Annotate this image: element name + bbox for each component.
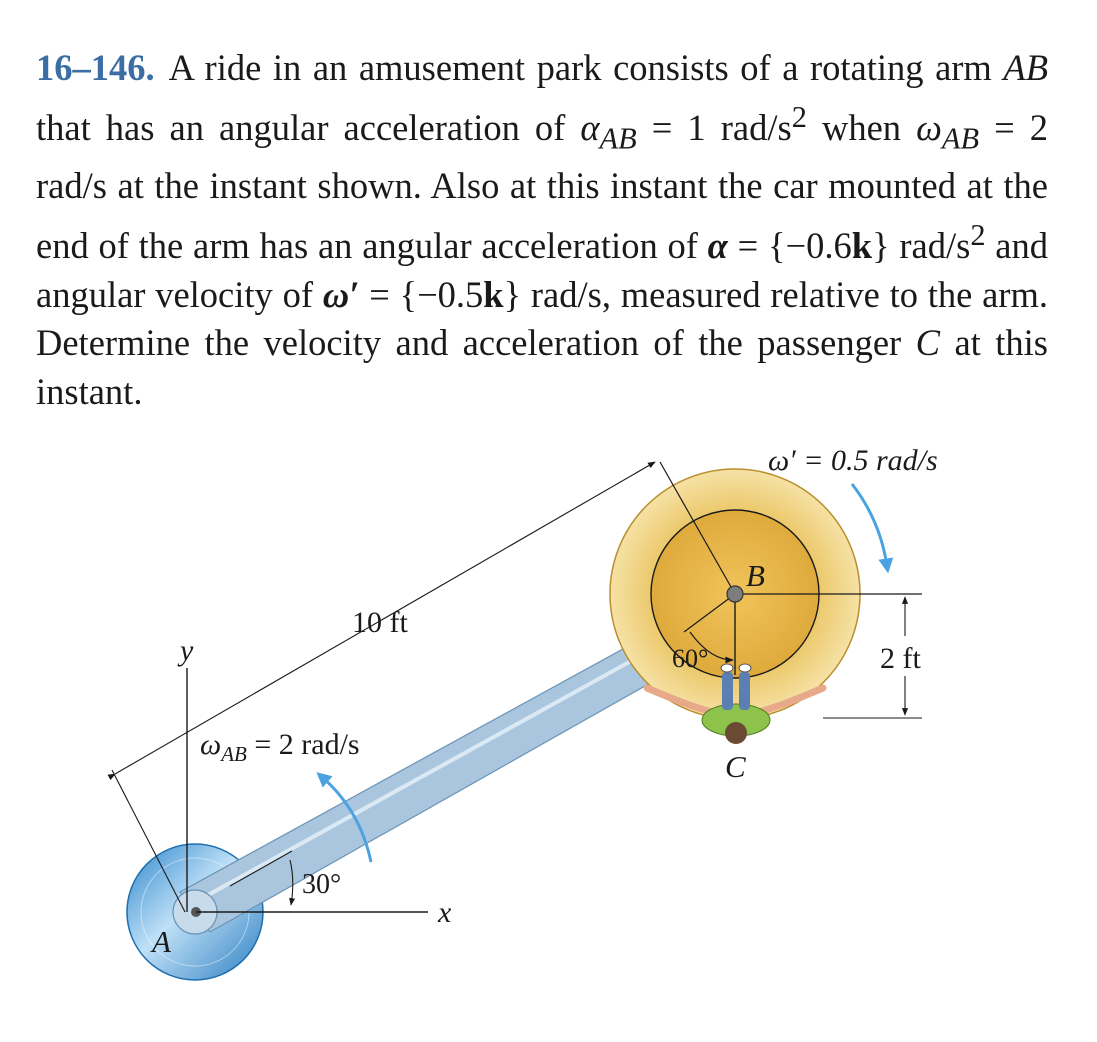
point-b-label: B	[746, 558, 765, 593]
arm-highlight	[190, 645, 660, 905]
length-label: 10 ft	[352, 606, 408, 639]
pin-b	[727, 586, 743, 602]
text-segment: } rad/s, measured relative to the arm. Determine the velocity and acceleration of the passenger	[36, 273, 1048, 364]
omega-symbol: ω	[916, 106, 942, 148]
text-segment: = 2 rad/s at the instant shown. Also at this instant the car mounted at the end of the arm has an angular acceleration of	[36, 106, 1048, 267]
alpha-symbol: α	[580, 106, 600, 148]
omega-ab-label	[200, 728, 360, 766]
omega-prime-label: ω′ = 0.5 rad/s	[768, 444, 938, 477]
text-segment: and angular velocity of	[36, 225, 1048, 315]
arm-name: AB	[1003, 47, 1048, 88]
text-segment: = {−0.5	[359, 273, 484, 315]
omega-ab-value: = 2 rad/s	[246, 728, 360, 761]
omega-prime-vector-symbol: ω′	[322, 273, 360, 315]
x-axis-label: x	[438, 896, 452, 929]
omega-prime-arrow	[852, 484, 887, 566]
text-segment: that has an angular acceleration of	[36, 106, 581, 148]
text-segment: } rad/s	[872, 225, 971, 267]
unit-vector-k: k	[851, 225, 873, 267]
text-segment: when	[806, 106, 917, 148]
problem-number: 16–146.	[36, 47, 155, 88]
alpha-vector-symbol: α	[707, 225, 728, 267]
text-segment: A ride in an amusement park consists of a rotating arm	[168, 47, 1004, 88]
y-axis-label: y	[180, 634, 194, 667]
exponent: 2	[970, 217, 986, 252]
passenger-name: C	[915, 322, 941, 364]
exponent: 2	[791, 99, 807, 134]
point-c-label: C	[725, 749, 746, 784]
omega-subscript: AB	[941, 120, 980, 155]
text-segment: = {−0.6	[727, 225, 852, 267]
text-segment: at this instant.	[36, 322, 1048, 412]
alpha-subscript: AB	[599, 120, 637, 155]
point-a-label: A	[152, 924, 171, 959]
angle-60-label: 60°	[672, 644, 709, 673]
omega-ab-symbol: ω	[200, 728, 222, 761]
radius-label: 2 ft	[880, 642, 921, 675]
unit-vector-k: k	[483, 273, 504, 315]
angle-30-label: 30°	[302, 869, 342, 900]
omega-ab-subscript: AB	[221, 742, 247, 766]
text-segment: = 1 rad/s	[636, 106, 792, 148]
